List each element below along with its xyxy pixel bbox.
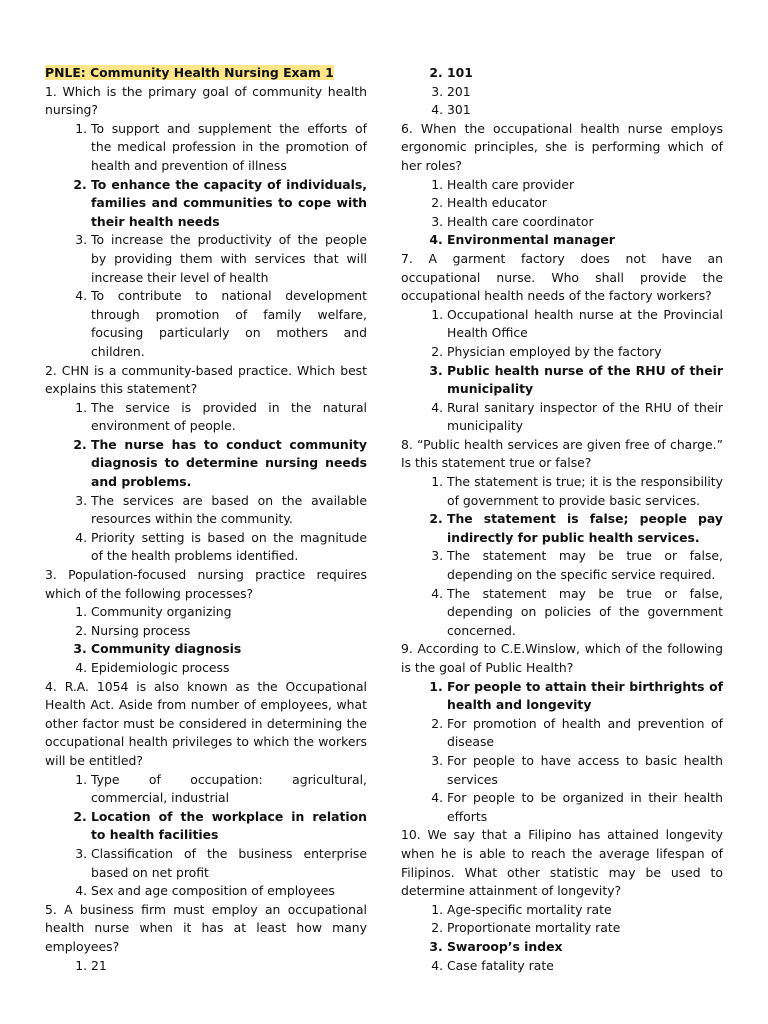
question-text: 2. CHN is a community-based practice. Which best explains this statement? <box>45 362 367 397</box>
answer-option: 3. The statement may be true or false, depending on the specific service required. <box>447 547 723 584</box>
correct-answer-option: 3. Community diagnosis <box>91 640 367 659</box>
answer-option: 1. Occupational health nurse at the Provincial Health Office <box>447 306 723 343</box>
question-text: 5. A business firm must employ an occupational health nurse when it has at least how many employees? <box>45 901 367 954</box>
answer-option: 2. Physician employed by the factory <box>447 343 723 362</box>
answer-option: 3. For people to have access to basic health services <box>447 752 723 789</box>
question-text: 6. When the occupational health nurse employs ergonomic principles, she is performing which of her roles? <box>401 120 723 173</box>
option-list <box>45 771 367 901</box>
answer-option: 2. Proportionate mortality rate <box>447 919 723 938</box>
correct-answer-option: 2. To enhance the capacity of individuals, families and communities to cope with their health needs <box>91 176 367 232</box>
question-text: 10. We say that a Filipino has attained longevity when he is able to reach the average lifespan of Filipinos. What other statistic may be used to determine attainment of longevity? <box>401 827 723 899</box>
answer-option: 3. Classification of the business enterprise based on net profit <box>91 845 367 882</box>
question-text: 1. Which is the primary goal of community health nursing? <box>45 83 367 118</box>
answer-option: 1. To support and supplement the efforts of the medical profession in the promotion of health and prevention of illness <box>91 120 367 176</box>
option-list <box>45 603 367 677</box>
answer-option: 1. The statement is true; it is the responsibility of government to provide basic services. <box>447 473 723 510</box>
option-list <box>45 957 367 976</box>
answer-option: 4. Case fatality rate <box>447 957 723 976</box>
answer-option: 3. Health care coordinator <box>447 213 723 232</box>
right-column <box>401 64 723 975</box>
correct-answer-option: 2. The nurse has to conduct community diagnosis to determine nursing needs and problems. <box>91 436 367 492</box>
answer-option: 4. Rural sanitary inspector of the RHU of their municipality <box>447 399 723 436</box>
answer-option: 2. Health educator <box>447 194 723 213</box>
answer-option: 3. 201 <box>447 83 723 102</box>
option-list <box>401 678 723 827</box>
question-text: 7. A garment factory does not have an occupational nurse. Who shall provide the occupational health needs of the factory workers? <box>401 250 723 304</box>
left-column <box>45 64 367 975</box>
answer-option: 4. The statement may be true or false, depending on policies of the government concerned. <box>447 585 723 641</box>
document-title: PNLE: Community Health Nursing Exam 1 <box>45 65 334 80</box>
question-text: 8. “Public health services are given free of charge.” Is this statement true or false? <box>401 436 723 471</box>
correct-answer-option: 4. Environmental manager <box>447 231 723 250</box>
answer-option: 1. Health care provider <box>447 176 723 195</box>
correct-answer-option: 3. Swaroop’s index <box>447 938 723 957</box>
answer-option: 1. 21 <box>91 957 367 976</box>
title-line <box>45 64 367 83</box>
correct-answer-option: 2. The statement is false; people pay indirectly for public health services. <box>447 510 723 547</box>
answer-option: 1. The service is provided in the natural environment of people. <box>91 399 367 436</box>
correct-answer-option: 1. For people to attain their birthrights of health and longevity <box>447 678 723 715</box>
question-text: 4. R.A. 1054 is also known as the Occupational Health Act. Aside from number of employees, what other factor must be considered in determining the occupational health privileges to which the workers will be entitled? <box>45 678 367 768</box>
correct-answer-option: 3. Public health nurse of the RHU of their municipality <box>447 362 723 399</box>
answer-option: 4. To contribute to national development through promotion of family welfare, focusing particularly on mothers and children. <box>91 287 367 361</box>
question-text: 9. According to C.E.Winslow, which of the following is the goal of Public Health? <box>401 641 723 675</box>
option-list <box>401 901 723 975</box>
option-list <box>45 120 367 362</box>
correct-answer-option: 2. 101 <box>447 64 723 83</box>
answer-option: 1. Age-specific mortality rate <box>447 901 723 920</box>
option-list <box>401 473 723 640</box>
option-list <box>45 399 367 566</box>
answer-option: 4. For people to be organized in their health efforts <box>447 789 723 826</box>
answer-option: 4. Epidemiologic process <box>91 659 367 678</box>
answer-option: 2. Nursing process <box>91 622 367 641</box>
option-list <box>401 64 723 120</box>
correct-answer-option: 2. Location of the workplace in relation to health facilities <box>91 808 367 845</box>
answer-option: 4. 301 <box>447 101 723 120</box>
option-list <box>401 176 723 250</box>
question-text: 3. Population-focused nursing practice requires which of the following processes? <box>45 567 367 601</box>
answer-option: 2. For promotion of health and prevention of disease <box>447 715 723 752</box>
answer-option: 1. Community organizing <box>91 603 367 622</box>
answer-option: 3. To increase the productivity of the people by providing them with services that will increase their level of health <box>91 231 367 287</box>
answer-option: 1. Type of occupation: agricultural, commercial, industrial <box>91 771 367 808</box>
option-list <box>401 306 723 436</box>
answer-option: 4. Sex and age composition of employees <box>91 882 367 901</box>
answer-option: 3. The services are based on the available resources within the community. <box>91 492 367 529</box>
answer-option: 4. Priority setting is based on the magnitude of the health problems identified. <box>91 529 367 566</box>
